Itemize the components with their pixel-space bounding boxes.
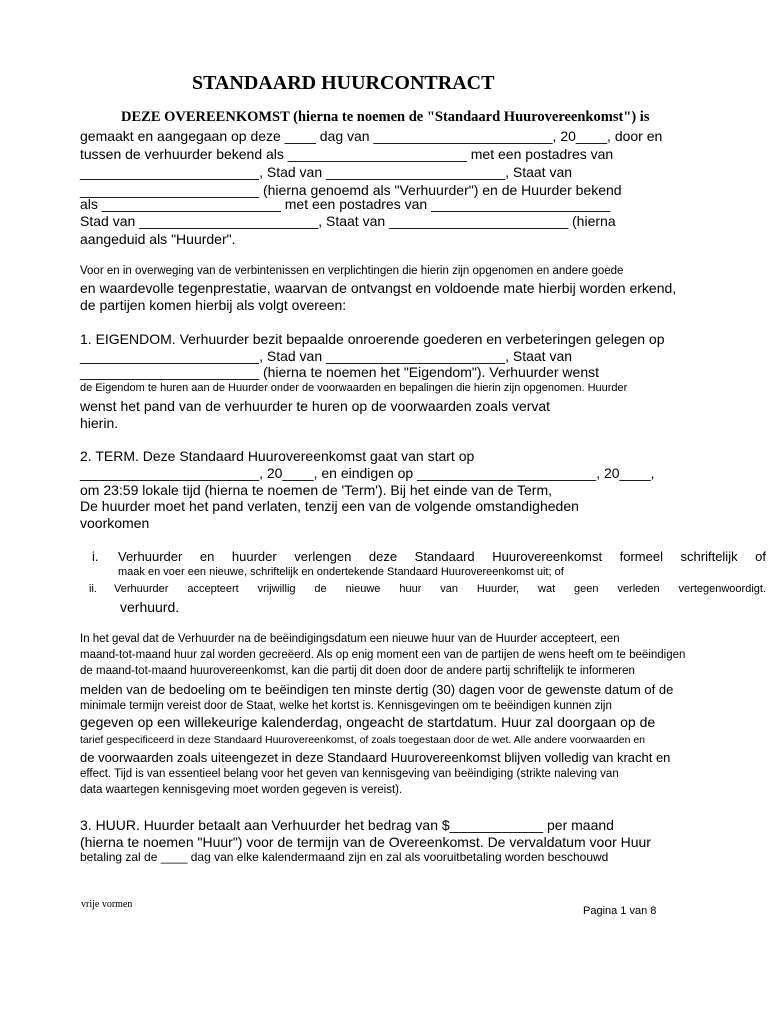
section-1-line: 1. EIGENDOM. Verhuurder bezit bepaalde onroerende goederen en verbeteringen gelegen op — [80, 331, 665, 347]
section-2-line: _______________________, 20____, en eindigen op _______________________, 20____, — [80, 465, 655, 481]
intro-line: gemaakt en aangegaan op deze ____ dag van _______________________, 20____, door en — [80, 128, 663, 144]
section-2-line: 2. TERM. Deze Standaard Huurovereenkomst gaat van start op — [80, 448, 475, 464]
intro-line: aangeduid als "Huurder". — [80, 231, 236, 247]
section-3-line: betaling zal de ____ dag van elke kalendermaand zijn en zal als vooruitbetaling worden beschouwd — [80, 850, 609, 864]
list-item-line: verhuurd. — [120, 599, 180, 615]
document-title: STANDAARD HUURCONTRACT — [192, 72, 495, 94]
holdover-line: maand-tot-maand huur zal worden gecreëerd. Als op enig moment een van de partijen de wens heeft om te beëindigen — [80, 649, 686, 661]
list-item-line: Verhuurder accepteert vrijwillig de nieuwe huur van Huurder, wat geen verleden vertegenwoordigt. — [114, 583, 766, 595]
section-1-line: _______________________ (hierna te noemen het "Eigendom"). Verhuurder wenst — [80, 364, 599, 380]
intro-line: Stad van _______________________, Staat van _______________________ (hierna — [80, 213, 616, 229]
intro-line: tussen de verhuurder bekend als _______________________ met een postadres van — [80, 146, 614, 162]
section-2-line: om 23:59 lokale tijd (hierna te noemen de 'Term'). Bij het einde van de Term, — [80, 482, 553, 498]
list-item-line: maak en voer een nieuwe, schriftelijk en ondertekende Standaard Huurovereenkomst uit; of — [118, 566, 564, 578]
intro-line: als _______________________ met een postadres van _______________________ — [80, 196, 611, 212]
list-item-marker: i. — [92, 549, 99, 564]
intro-line: _______________________, Stad van _______________________, Staat van — [80, 164, 573, 180]
holdover-line: melden van de bedoeling om te beëindigen ten minste dertig (30) dagen voor de gewenste datum of de — [80, 682, 674, 697]
section-1-line: _______________________, Stad van _______________________, Staat van — [80, 348, 573, 364]
section-3-line: (hierna te noemen "Huur") voor de termijn van de Overeenkomst. De vervaldatum voor Huur — [80, 834, 651, 850]
consideration-line: Voor en in overweging van de verbintenissen en verplichtingen die hierin zijn opgenomen en andere goede — [80, 265, 624, 277]
holdover-line: In het geval dat de Verhuurder na de beëindigingsdatum een nieuwe huur van de Huurder accepteert, een — [80, 633, 620, 645]
section-1-line: wenst het pand van de verhuurder te huren op de voorwaarden zoals vervat — [80, 398, 551, 414]
section-1-line: hierin. — [80, 415, 119, 431]
holdover-line: minimale termijn vereist door de Staat, welke het kortst is. Kennisgevingen om te beëindigen kunnen zijn — [80, 700, 612, 712]
consideration-line: de partijen komen hierbij als volgt overeen: — [80, 297, 347, 313]
holdover-line: de maand-tot-maand huurovereenkomst, kan die partij dit doen door de andere partij schriftelijk te informeren — [80, 665, 635, 677]
intro-line: _______________________ (hierna genoemd als "Verhuurder") en de Huurder bekend — [80, 182, 622, 198]
consideration-line: en waardevolle tegenprestatie, waarvan de ontvangst en voldoende mate hierbij worden erkend, — [80, 280, 677, 296]
holdover-line: data waartegen kennisgeving moet worden gegeven is vereist). — [80, 784, 403, 796]
holdover-line: de voorwaarden zoals uiteengezet in deze Standaard Huurovereenkomst blijven volledig van kracht en — [80, 750, 671, 765]
holdover-line: effect. Tijd is van essentieel belang voor het geven van kennisgeving van beëindiging (strikte naleving van — [80, 768, 619, 780]
section-1-line: de Eigendom te huren aan de Huurder onder de voorwaarden en bepalingen die hierin zijn opgenomen. Huurder — [80, 382, 628, 394]
section-2-line: De huurder moet het pand verlaten, tenzij een van de volgende omstandigheden — [80, 498, 579, 514]
list-item-marker: ii. — [89, 583, 97, 595]
section-3-line: 3. HUUR. Huurder betaalt aan Verhuurder het bedrag van $____________ per maand — [80, 817, 614, 833]
section-2-line: voorkomen — [80, 515, 150, 531]
list-item-line: Verhuurder en huurder verlengen deze Standaard Huurovereenkomst formeel schriftelijk of — [118, 549, 766, 564]
footer-brand: vrije vormen — [81, 899, 133, 910]
intro-lead: DEZE OVEREENKOMST (hierna te noemen de "Standaard Huurovereenkomst") is — [121, 109, 650, 125]
holdover-line: tarief gespecificeerd in deze Standaard Huurovereenkomst, of zoals toegestaan door de wet. Alle andere voorwaarden en — [80, 734, 646, 746]
page-number: Pagina 1 van 8 — [583, 905, 657, 917]
holdover-line: gegeven op een willekeurige kalenderdag, ongeacht de startdatum. Huur zal doorgaan op de — [80, 714, 656, 730]
